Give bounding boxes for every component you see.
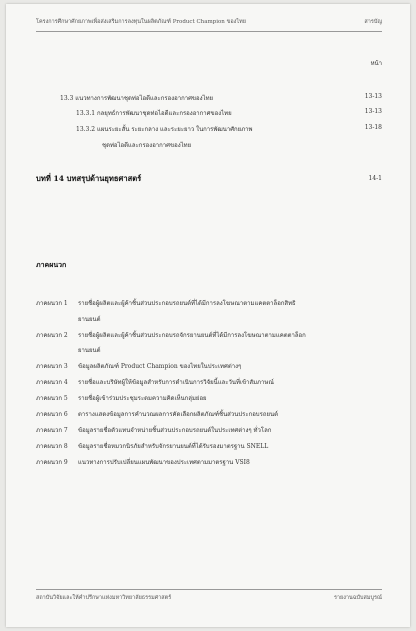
- appendix-code: ภาคผนวก 3: [36, 363, 68, 370]
- appendix-desc-cont: ยานยนต์: [78, 316, 101, 323]
- toc-page-13-3: 13-13: [364, 93, 382, 100]
- appendix-code: ภาคผนวก 7: [36, 427, 68, 434]
- document-page: [6, 4, 410, 627]
- header-rule: [36, 31, 382, 32]
- toc-entry-13-3: 13.3 แนวทางการพัฒนาชุดท่อไอดีและกรองอากาศของไทย: [60, 95, 214, 102]
- appendix-code: ภาคผนวก 4: [36, 379, 68, 386]
- appendix-code: ภาคผนวก 9: [36, 459, 68, 466]
- chapter-14-page: 14-1: [368, 175, 382, 182]
- footer-report-type: รายงานฉบับสมบูรณ์: [333, 595, 382, 601]
- toc-page-13-3-1: 13-13: [364, 108, 382, 115]
- appendix-code: ภาคผนวก 2: [36, 332, 68, 339]
- toc-entry-13-3-2: 13.3.2 แผนระยะสั้น ระยะกลาง และระยะยาว ในการพัฒนาศักยภาพ: [76, 126, 253, 133]
- appendix-desc: รายชื่อผู้เข้าร่วมประชุมระดมความคิดเห็นกลุ่มย่อย: [78, 395, 207, 402]
- toc-entry-13-3-1: 13.3.1 กลยุทธ์การพัฒนาชุดท่อไอดีและกรองอากาศของไทย: [76, 110, 232, 117]
- appendix-code: ภาคผนวก 6: [36, 411, 68, 418]
- appendix-desc: ข้อมูลรายชื่อหมวกนิรภัยสำหรับจักรยานยนต์ที่ได้รับรองมาตรฐาน SNELL: [78, 443, 269, 450]
- appendix-code: ภาคผนวก 8: [36, 443, 68, 450]
- header-title: โครงการศึกษาศักยภาพเพื่อส่งเสริมการลงทุนในผลิตภัณฑ์ Product Champion ของไทย: [36, 19, 246, 25]
- toc-page-13-3-2: 13-18: [364, 124, 382, 131]
- page-column-label: หน้า: [370, 60, 382, 67]
- appendix-desc: รายชื่อและบริษัทผู้ให้ข้อมูลสำหรับการดำเนินการวิจัยนี้และวันที่เข้าสัมภาษณ์: [78, 379, 274, 386]
- appendix-code: ภาคผนวก 1: [36, 300, 68, 307]
- appendix-desc: ข้อมูลผลิตภัณฑ์ Product Champion ของไทยในประเทศต่างๆ: [78, 363, 242, 370]
- appendix-desc-cont: ยานยนต์: [78, 347, 101, 354]
- running-header: [36, 18, 382, 30]
- appendix-desc: แนวทางการปรับเปลี่ยนแผนพัฒนาของประเทศตามมาตรฐาน VSI8: [78, 459, 250, 466]
- appendix-desc: รายชื่อผู้ผลิตและผู้ค้าชิ้นส่วนประกอบรถจักรยานยนต์ที่ได้มีการลงโฆษณาตามแคตตาล็อก: [78, 332, 306, 339]
- footer-institution: สถาบันวิจัยและให้คำปรึกษาแห่งมหาวิทยาลัยธรรมศาสตร์: [36, 595, 172, 601]
- appendix-desc: ตารางแสดงข้อมูลการคำนวณผลการคัดเลือกผลิตภัณฑ์ชิ้นส่วนประกอบรถยนต์: [78, 411, 278, 418]
- toc-entry-13-3-2-cont: ชุดท่อไอดีและกรองอากาศของไทย: [102, 142, 192, 149]
- appendix-code: ภาคผนวก 5: [36, 395, 68, 402]
- appendix-heading: ภาคผนวก: [36, 260, 67, 269]
- header-section: สารบัญ: [364, 19, 382, 25]
- chapter-14-heading: บทที่ 14 บทสรุปด้านยุทธศาสตร์: [36, 174, 142, 183]
- appendix-desc: รายชื่อผู้ผลิตและผู้ค้าชิ้นส่วนประกอบรถยนต์ที่ได้มีการลงโฆษณาตามแคตตาล็อกสิทธิ: [78, 300, 296, 307]
- appendix-desc: ข้อมูลรายชื่อตัวแทนจำหน่ายชิ้นส่วนประกอบรถยนต์ในประเทศต่างๆ ทั่วโลก: [78, 427, 272, 434]
- footer-rule: [36, 589, 382, 590]
